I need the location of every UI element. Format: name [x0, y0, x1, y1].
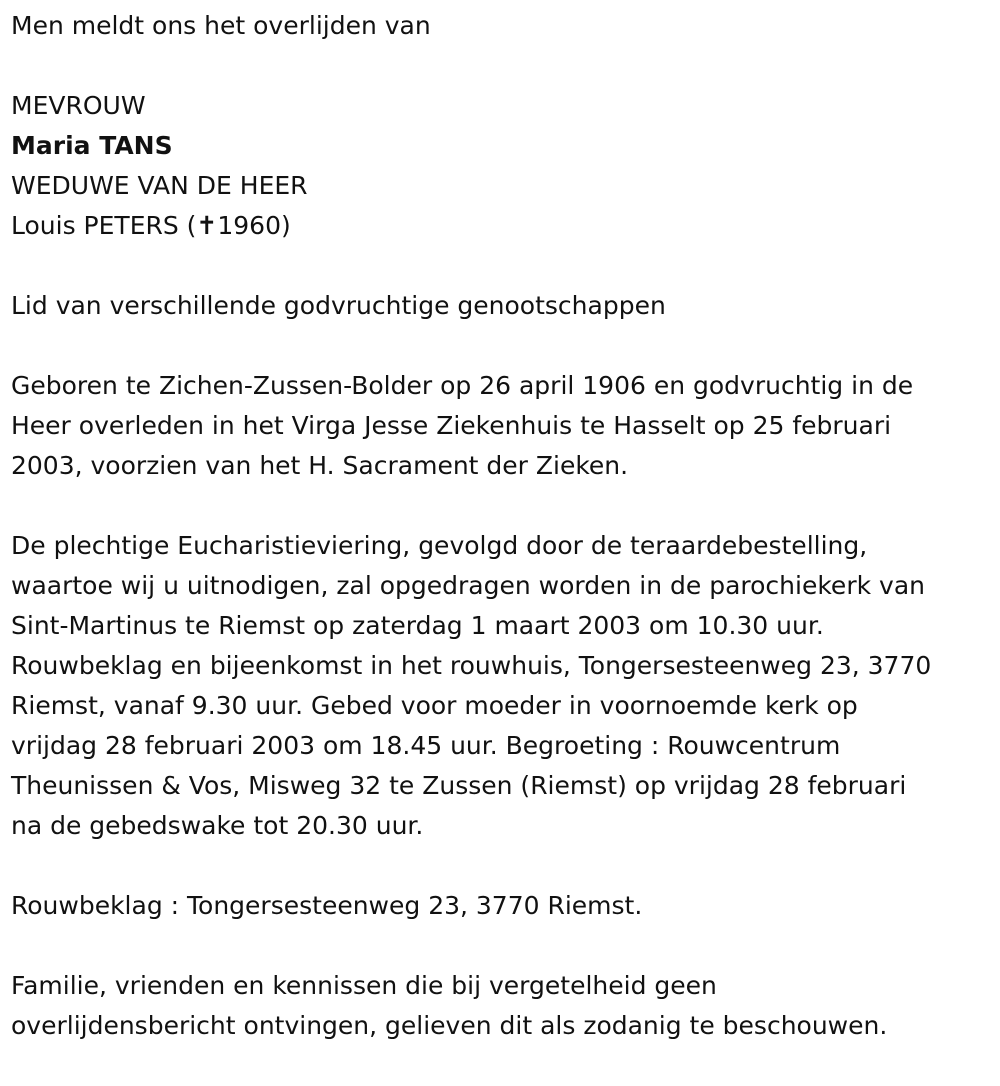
ceremony-paragraph [11, 526, 990, 846]
condolence-address: Rouwbeklag : Tongersesteenweg 23, 3770 Riemst. [11, 891, 643, 920]
closing-paragraph [11, 966, 990, 1046]
spacer [11, 46, 990, 86]
paragraph-line: 2003, voorzien van het H. Sacrament der Zieken. [11, 451, 629, 480]
paragraph-line: Theunissen & Vos, Misweg 32 te Zussen (Riemst) op vrijdag 28 februari [11, 771, 907, 800]
paragraph-line: na de gebedswake tot 20.30 uur. [11, 811, 424, 840]
paragraph-line: Geboren te Zichen-Zussen-Bolder op 26 april 1906 en godvruchtig in de [11, 371, 914, 400]
spacer [11, 486, 990, 526]
spouse-name: Louis PETERS (✝1960) [11, 211, 291, 240]
paragraph-line: Sint-Martinus te Riemst op zaterdag 1 maart 2003 om 10.30 uur. [11, 611, 824, 640]
birth-death-paragraph [11, 366, 990, 486]
paragraph-line: waartoe wij u uitnodigen, zal opgedragen worden in de parochiekerk van [11, 571, 925, 600]
membership-text: Lid van verschillende godvruchtige genootschappen [11, 291, 666, 320]
spacer [11, 846, 990, 886]
paragraph-line: Rouwbeklag en bijeenkomst in het rouwhuis, Tongersesteenweg 23, 3770 [11, 651, 932, 680]
paragraph-line: Familie, vrienden en kennissen die bij vergetelheid geen [11, 971, 717, 1000]
paragraph-line: vrijdag 28 februari 2003 om 18.45 uur. Begroeting : Rouwcentrum [11, 731, 841, 760]
paragraph-line: De plechtige Eucharistieviering, gevolgd door de teraardebestelling, [11, 531, 868, 560]
paragraph-line: Riemst, vanaf 9.30 uur. Gebed voor moeder in voornoemde kerk op [11, 691, 858, 720]
intro-text: Men meldt ons het overlijden van [11, 11, 431, 40]
spacer [11, 926, 990, 966]
spacer [11, 326, 990, 366]
widow-of-text: WEDUWE VAN DE HEER [11, 171, 308, 200]
deceased-name: Maria TANS [11, 131, 173, 160]
title-text: MEVROUW [11, 91, 146, 120]
paragraph-line: Heer overleden in het Virga Jesse Ziekenhuis te Hasselt op 25 februari [11, 411, 892, 440]
spacer [11, 246, 990, 286]
paragraph-line: overlijdensbericht ontvingen, gelieven dit als zodanig te beschouwen. [11, 1011, 888, 1040]
